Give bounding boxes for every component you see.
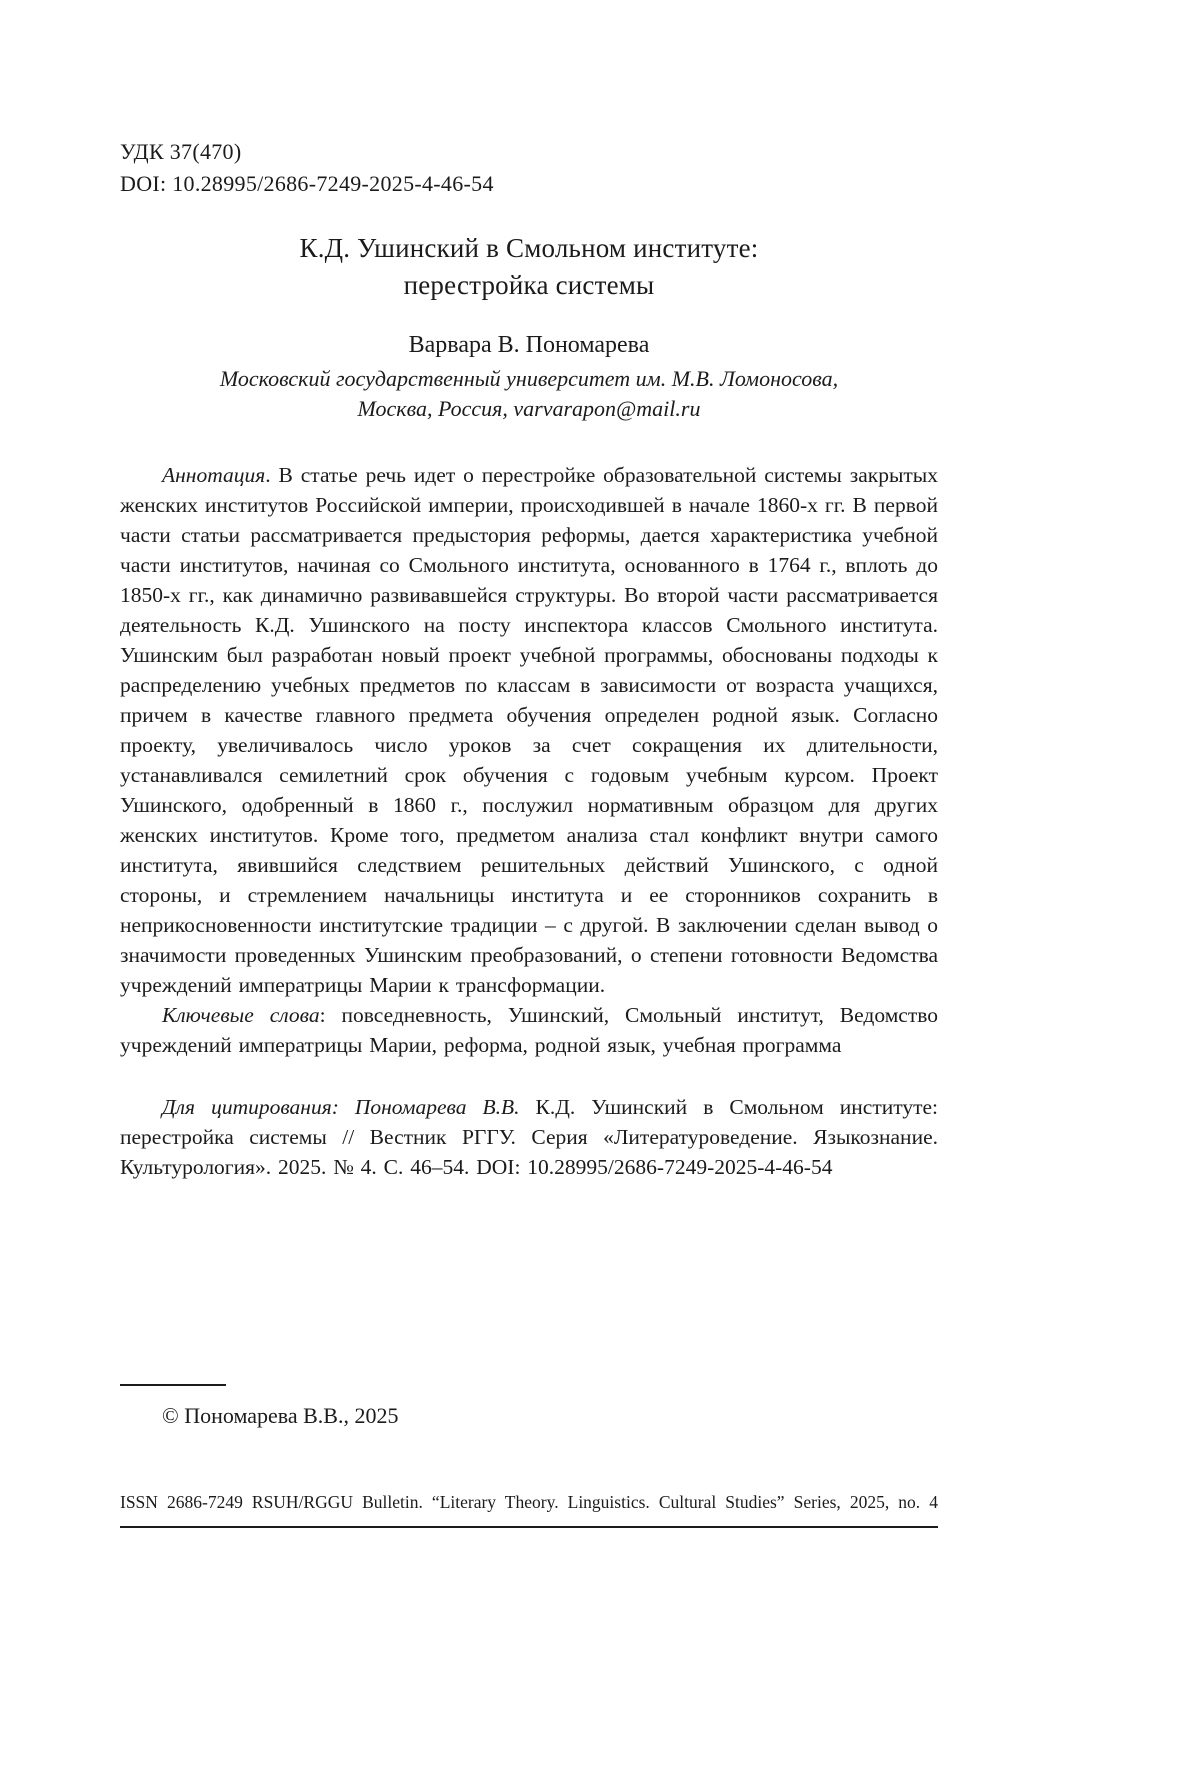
footer-issn-line: ISSN 2686-7249 RSUH/RGGU Bulletin. “Literary Theory. Linguistics. Cultural Studies” Series, 2025, no. 4 xyxy=(120,1492,938,1512)
keywords-label: Ключевые слова xyxy=(162,1003,320,1027)
abstract-paragraph xyxy=(120,460,938,1000)
abstract-text: . В статье речь идет о перестройке образовательной системы закрытых женских институтов Российской империи, происходившей в начале 1860-х гг. В первой части статьи рассматривается предыстория реформы, дается характеристика учебной части институтов, начиная со Смольного института, основанного в 1764 г., вплоть до 1850-х гг., как динамично развивавшейся структуры. Во второй части рассматривается деятельность К.Д. Ушинского на посту инспектора классов Смольного института. Ушинским был разработан новый проект учебной программы, обоснованы подходы к распределению учебных предметов по классам в зависимости от возраста учащихся, причем в качестве главного предмета обучения определен родной язык. Согласно проекту, увеличивалось число уроков за счет сокращения их длительности, устанавливался семилетний срок обучения с годовым учебным курсом. Проект Ушинского, одобренный в 1860 г., послужил нормативным образцом для других женских институтов. Кроме того, предметом анализа стал конфликт внутри самого института, явившийся следствием решительных действий Ушинского, с одной стороны, и стремлением начальницы института и ее сторонников сохранить в неприкосновенности институтские традиции – с другой. В заключении сделан вывод о значимости проведенных Ушинским преобразований, о степени готовности Ведомства учреждений императрицы Марии к трансформации. xyxy=(120,463,938,997)
abstract-label: Аннотация xyxy=(162,463,266,487)
citation-paragraph xyxy=(120,1092,938,1182)
keywords-text: : повседневность, Ушинский, Смольный институт, Ведомство учреждений императрицы Марии, реформа, родной язык, учебная программа xyxy=(120,1003,938,1057)
page-footer xyxy=(120,1490,938,1528)
affiliation xyxy=(120,364,938,424)
citation-text: К.Д. Ушинский в Смольном институте: перестройка системы // Вестник РГГУ. Серия «Литературоведение. Языкознание. Культурология». 2025. № 4. С. 46–54. DOI: 10.28995/2686-7249-2025-4-46-54 xyxy=(120,1095,939,1179)
udc-line: УДК 37(470) xyxy=(120,139,242,164)
footer-rule xyxy=(120,1526,938,1528)
copyright-block xyxy=(120,1384,938,1430)
article-title xyxy=(120,230,938,304)
copyright-rule xyxy=(120,1384,226,1386)
article-meta xyxy=(120,136,938,200)
citation-label: Для цитирования: Пономарева В.В. xyxy=(162,1095,520,1119)
copyright-note: © Пономарева В.В., 2025 xyxy=(162,1403,399,1428)
article-title-line2: перестройка системы xyxy=(403,270,655,300)
affiliation-line2: Москва, Россия, varvarapon@mail.ru xyxy=(357,396,701,421)
affiliation-line1: Московский государственный университет им. М.В. Ломоносова, xyxy=(219,366,839,391)
article-content xyxy=(120,136,938,1182)
article-title-line1: К.Д. Ушинский в Смольном институте: xyxy=(299,233,759,263)
doi-line: DOI: 10.28995/2686-7249-2025-4-46-54 xyxy=(120,171,494,196)
keywords-paragraph xyxy=(120,1000,938,1060)
author-name: Варвара В. Пономарева xyxy=(408,332,650,358)
